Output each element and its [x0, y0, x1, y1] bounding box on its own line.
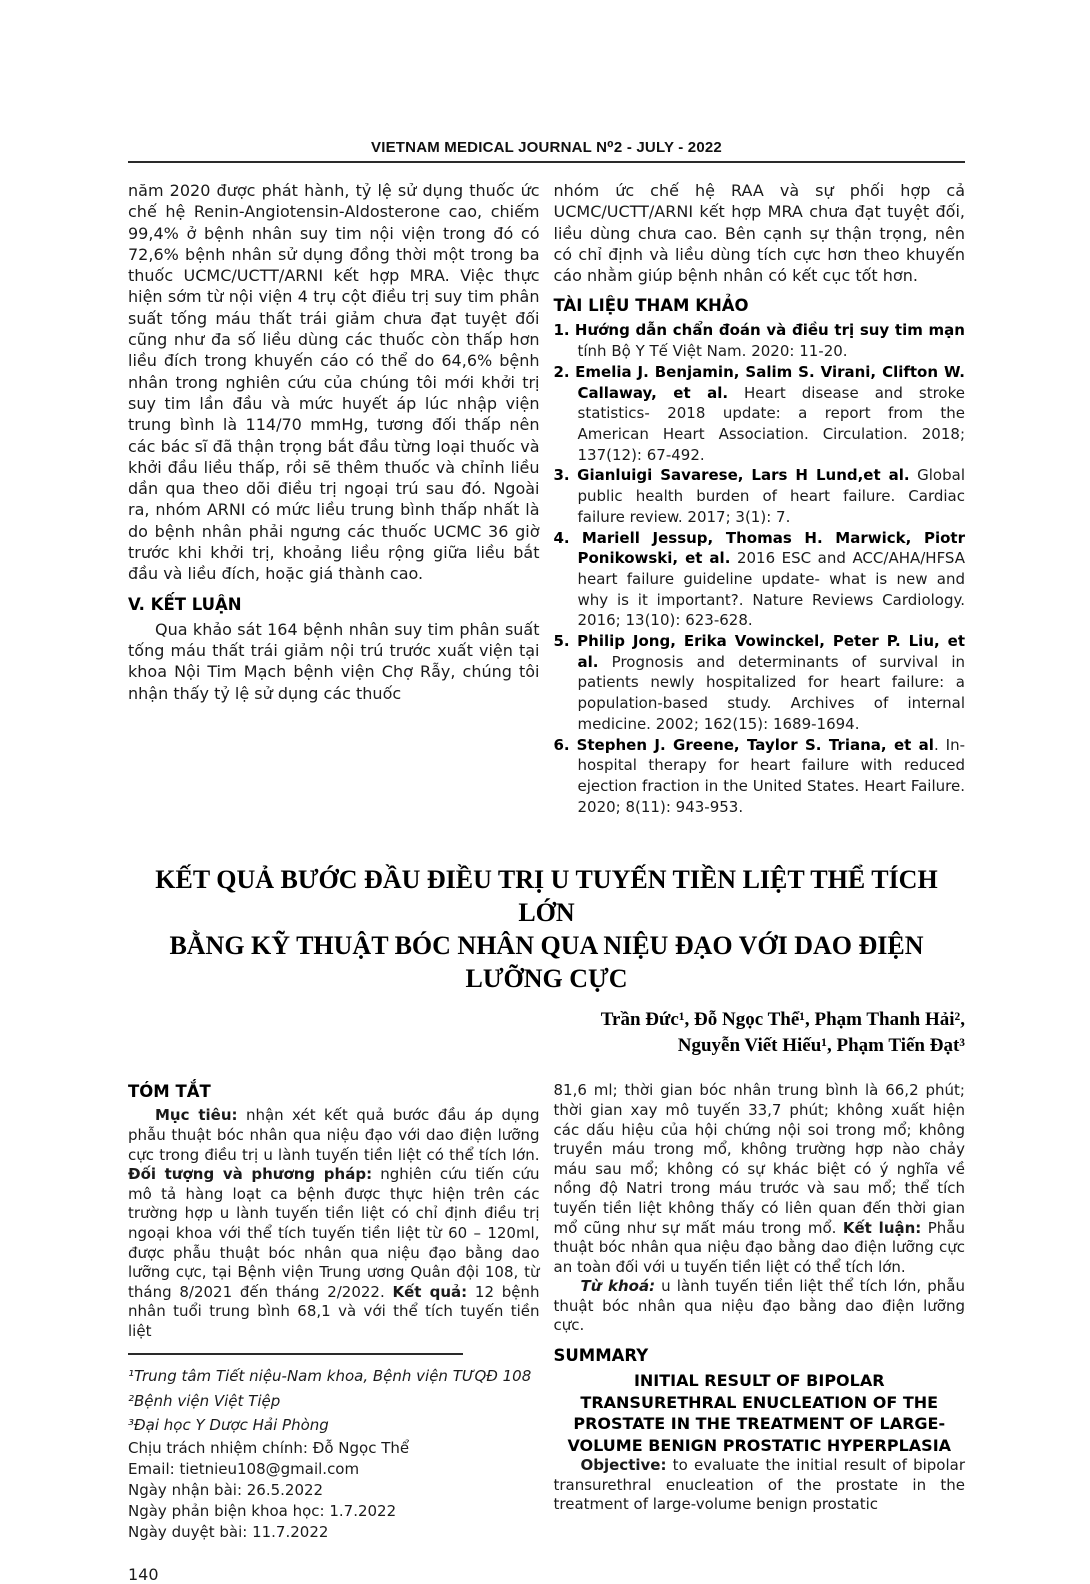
objective-label: Mục tiêu:: [155, 1106, 238, 1125]
article1-left-column: [128, 180, 540, 817]
reference-item: [554, 735, 966, 818]
page-number: 140: [128, 1564, 159, 1584]
footnote-block: [128, 1353, 540, 1543]
reference-text: Prognosis and determinants of survival in patients newly hospitalized for heart failure: a population-based study. Archives of internal medicine. 2002; 162(15): 1689-1694.: [577, 652, 965, 733]
abstract-right-column: [554, 1081, 966, 1584]
objective-text: nhận xét kết quả bước đầu áp dụng phẫu thuật bóc nhân qua niệu đạo với dao điện lưỡng cực trong điều trị u lành tuyến tiền liệt có thể tích lớn.: [128, 1106, 540, 1164]
abstract-text-left: [128, 1106, 540, 1341]
abstract-heading: TÓM TẮT: [128, 1082, 211, 1102]
article-title-line2: BẰNG KỸ THUẬT BÓC NHÂN QUA NIỆU ĐẠO VỚI DAO ĐIỆN LƯỠNG CỰC: [169, 931, 924, 994]
footnote-line: Ngày nhận bài: 26.5.2022: [128, 1480, 324, 1499]
article1-body-text-continued: nhóm ức chế hệ RAA và sự phối hợp cả UCMC/UCTT/ARNI kết hợp MRA chưa đạt tuyệt đối, liều dùng chưa cao. Bên cạnh sự thận trọng, nên có chỉ định và liều dùng tích cực hơn theo khuyến cáo nhằm giúp bệnh nhân có kết cục tốt hơn.: [553, 181, 965, 286]
keywords-paragraph: [554, 1277, 966, 1336]
article1-right-column: [554, 180, 966, 817]
authors-line2: Nguyễn Viết Hiếu¹, Phạm Tiến Đạt³: [677, 1035, 965, 1057]
journal-title: VIETNAM MEDICAL JOURNAL N⁰2 - JULY - 2022: [371, 139, 722, 156]
reference-text: 2016 ESC and ACC/AHA/HFSA heart failure guideline update- what is new and why is it important?. Nature Reviews Cardiology. 2016; 13(10): 623-628.: [577, 549, 965, 630]
reference-number: 2.: [553, 362, 570, 381]
keywords-label: Từ khoá:: [580, 1277, 656, 1296]
methods-label: Đối tượng và phương pháp:: [128, 1165, 373, 1184]
footnote-line: Ngày phản biện khoa học: 1.7.2022: [128, 1501, 397, 1520]
abstract-left-column: [128, 1081, 540, 1584]
article-authors: [128, 1007, 965, 1059]
reference-number: 5.: [553, 632, 570, 651]
reference-number: 3.: [553, 466, 570, 485]
footnote-line: Email: tietnieu108@gmail.com: [128, 1459, 360, 1478]
reference-authors: Hướng dẫn chẩn đoán và điều trị suy tim mạn: [574, 321, 965, 340]
reference-authors: Mariell Jessup, Thomas H. Marwick, Piotr Ponikowski, et al.: [577, 528, 965, 568]
authors-line1: Trần Đức¹, Đỗ Ngọc Thể¹, Phạm Thanh Hải²,: [600, 1009, 965, 1031]
affiliation-list: [128, 1364, 540, 1438]
reference-number: 6.: [553, 735, 570, 754]
reference-item: [554, 465, 966, 527]
article-title-line1: KẾT QUẢ BƯỚC ĐẦU ĐIỀU TRỊ U TUYẾN TIỀN LIỆT THỂ TÍCH LỚN: [155, 865, 938, 928]
conclusion-text: Qua khảo sát 164 bệnh nhân suy tim phân suất tống máu thất trái giảm nội trú trước xuất viện tại khoa Nội Tim Mạch bệnh viện Chợ Rẫy, chúng tôi nhận thấy tỷ lệ sử dụng các thuốc: [128, 619, 540, 703]
article1-body-text: năm 2020 được phát hành, tỷ lệ sử dụng thuốc ức chế hệ Renin-Angiotensin-Aldosterone cao, chiếm 99,4% ở bệnh nhân suy tim nội viện trong đó có 72,6% bệnh nhân sử dụng đồng thời một trong ba thuốc UCMC/UCTT/ARNI kết hợp MRA. Việc thực hiện sớm từ nội viện 4 trụ cột điều trị suy tim phân suất tống máu thất trái giảm chưa đạt tuyệt đối cũng như đa số liều dùng các thuốc còn thấp hơn liều đích trong khuyến cáo có thể do 64,6% bệnh nhân trong nghiên cứu của chúng tôi mới khởi trị suy tim lần đầu và mức huyết áp lúc nhập viện trung bình là 114/70 mmHg, tương đối thấp nên các bác sĩ đã thận trọng bắt đầu từng loại thuốc và khởi đầu liều thấp, rồi sẽ thêm thuốc và chỉnh liều dần qua theo dõi điều trị ngoại trú sau đó. Ngoài ra, nhóm ARNI có mức liều trung bình thấp nhất là do bệnh nhân phải ngưng các thuốc UCMC 36 giờ trước khi khởi trị, khoảng liều rộng giữa liều bắt đầu và liều đích, hoặc giá thành cao.: [128, 181, 540, 584]
summary-objective-label: Objective:: [580, 1456, 667, 1475]
results-label: Kết quả:: [392, 1282, 468, 1301]
results-text-right: 81,6 ml; thời gian bóc nhân trung bình là 66,2 phút; thời gian xay mô tuyến 33,7 phút; không xuất hiện các dấu hiệu của hội chứng nội soi trong mổ; không truyền máu trong mổ, không trường hợp nào chảy máu sau mổ; không có sự khác biệt có ý nghĩa về nồng độ Natri trong máu trước và sau mổ; thể tích tuyến tiền liệt không thấy có liên quan đến thời gian mổ cũng như sự mất máu trong mổ.: [553, 1081, 965, 1237]
reference-authors: Philip Jong, Erika Vowinckel, Peter P. Liu, et al.: [577, 632, 965, 671]
conclusion-label: Kết luận:: [842, 1218, 922, 1237]
methods-text: nghiên cứu tiến cứu mô tả hàng loạt ca bệnh được thực hiện trên các trường hợp u lành tuyến tiền liệt có chỉ định điều trị ngoại khoa với thể tích tuyến tiền liệt từ 60 – 120ml, được phẫu thuật bóc nhân qua niệu đạo bằng dao lưỡng cực, tại Bệnh viện Trung ương Quân đội 108, từ tháng 8/2021 đến tháng 2/2022.: [128, 1165, 540, 1301]
affiliation: ³Đại học Y Dược Hải Phòng: [128, 1416, 329, 1435]
summary-objective-text: to evaluate the initial result of bipolar transurethral enucleation of the prostate in the treatment of large-volume benign prostatic: [553, 1456, 965, 1514]
affiliation: ¹Trung tâm Tiết niệu-Nam khoa, Bệnh viện TƯQĐ 108: [128, 1367, 532, 1386]
keywords-text: u lành tuyến tiền liệt thể tích lớn, phẫu thuật bóc nhân qua niệu đạo bằng dao điện lưỡng cực.: [553, 1277, 965, 1335]
article-title: [128, 863, 965, 995]
reference-authors: Stephen J. Greene, Taylor S. Triana, et al: [576, 735, 934, 754]
reference-authors: Emelia J. Benjamin, Salim S. Virani, Clifton W. Callaway, et al.: [575, 362, 966, 402]
reference-authors: Gianluigi Savarese, Lars H Lund,et al.: [577, 466, 910, 485]
summary-objective-paragraph: [554, 1456, 966, 1515]
footnote-divider: [128, 1353, 463, 1355]
reference-text: Global public health burden of heart failure. Cardiac failure review. 2017; 3(1): 7.: [577, 466, 965, 526]
reference-list: [554, 320, 966, 817]
abstract-text-right: [554, 1081, 966, 1277]
article2-header: [128, 863, 965, 1059]
page-header: [128, 138, 965, 163]
reference-item: [554, 528, 966, 632]
results-text-left: 12 bệnh nhân tuổi trung bình 68,1 và với thể tích tuyến tiền liệt: [128, 1282, 540, 1340]
footnote-line: Chịu trách nhiệm chính: Đỗ Ngọc Thể: [128, 1438, 410, 1457]
summary-title: INITIAL RESULT OF BIPOLAR TRANSURETHRAL ENUCLEATION OF THE PROSTATE IN THE TREATMENT OF LARGE-VOLUME BENIGN PROSTATIC HYPERPLASIA: [567, 1371, 952, 1455]
references-heading: TÀI LIỆU THAM KHẢO: [553, 296, 749, 316]
reference-item: [554, 631, 966, 735]
footnote-lines: [128, 1438, 540, 1543]
article1-section: [128, 180, 965, 817]
reference-number: 1.: [553, 321, 570, 340]
summary-heading: SUMMARY: [553, 1346, 649, 1366]
reference-text: tính Bộ Y Tế Việt Nam. 2020: 11-20.: [577, 342, 848, 361]
reference-text: Heart disease and stroke statistics- 2018 update: a report from the American Heart Association. Circulation. 2018; 137(12): 67-492.: [577, 383, 965, 464]
conclusion-heading: V. KẾT LUẬN: [128, 594, 242, 614]
affiliation: ²Bệnh viện Việt Tiệp: [128, 1391, 281, 1410]
reference-text: . In-hospital therapy for heart failure with reduced ejection fraction in the United States. Heart Failure. 2020; 8(11): 943-953.: [577, 735, 965, 816]
conclusion-text: Phẫu thuật bóc nhân qua niệu đạo bằng dao điện lưỡng cực an toàn đối với u tuyến tiền liệt có thể tích lớn.: [553, 1218, 965, 1276]
reference-item: [554, 320, 966, 361]
reference-number: 4.: [553, 528, 570, 547]
article2-abstract-section: [128, 1081, 965, 1584]
reference-item: [554, 362, 966, 466]
footnote-line: Ngày duyệt bài: 11.7.2022: [128, 1522, 329, 1541]
